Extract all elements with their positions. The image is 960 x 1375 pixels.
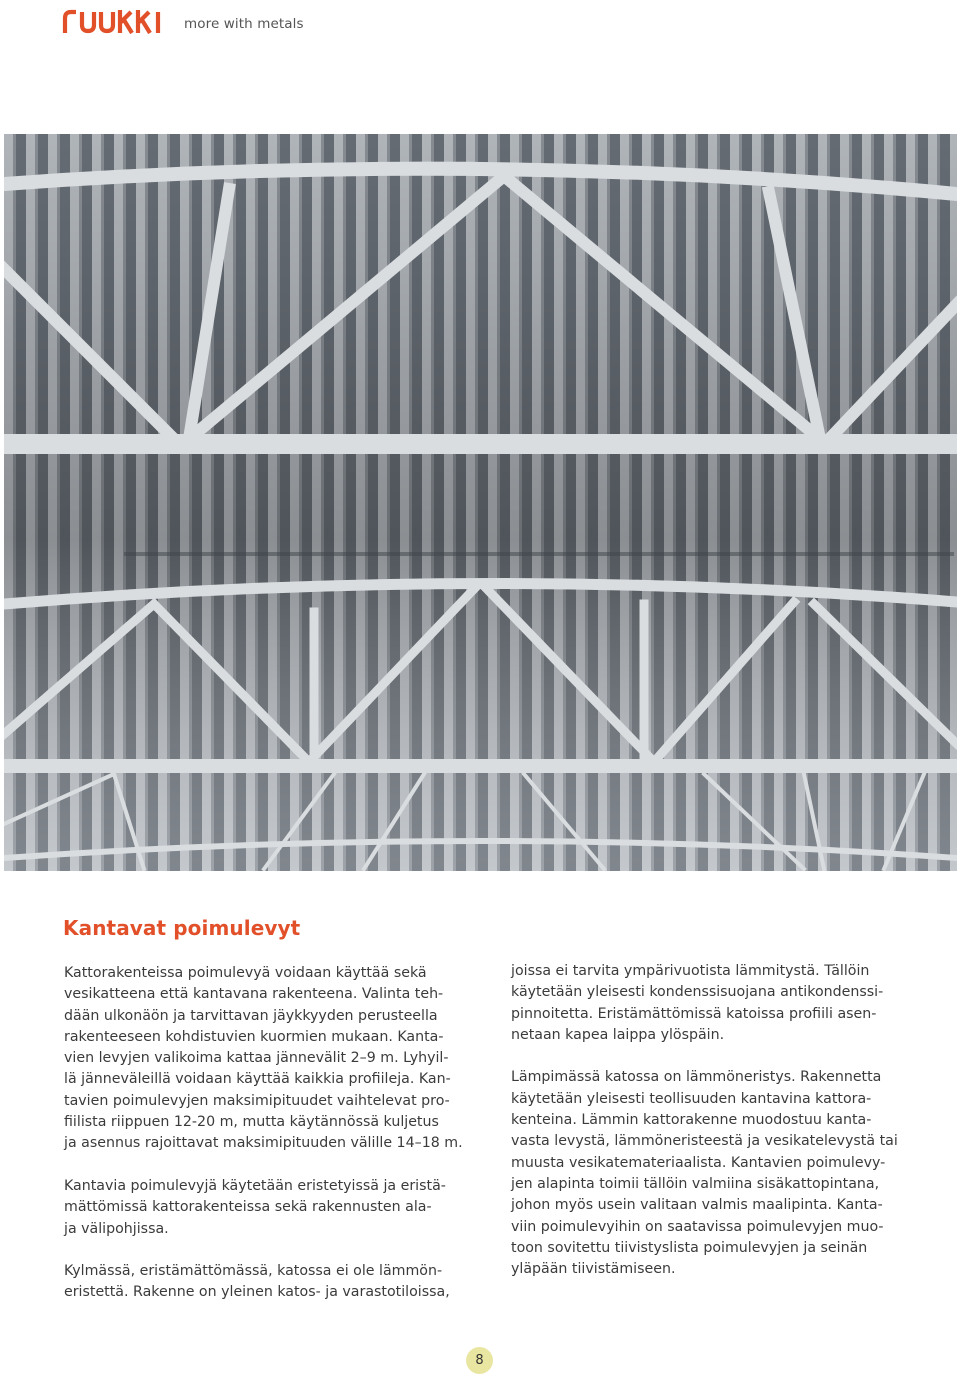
text-line: ja välipohjissa. (64, 1220, 169, 1237)
text-line: vien levyjen valikoima kattaa jännevälit 2–9 m. Lyhyil- (64, 1050, 449, 1067)
text-line: käytetään yleisesti kondenssisuojana antikondenssi- (511, 984, 884, 1001)
section-title: Kantavat poimulevyt (63, 916, 301, 940)
right-column (511, 961, 911, 1302)
text-line: rakenteeseen kohdistuvien kuormien mukaan. Kanta- (64, 1028, 444, 1045)
text-line: muusta vesikatemateriaalista. Kantavien poimulevy- (511, 1154, 886, 1171)
text-line: johon myös usein valitaan valmis maalipinta. Kanta- (511, 1197, 883, 1214)
text-line: yläpään tiivistämiseen. (511, 1261, 676, 1278)
roof-truss-illustration (4, 134, 957, 871)
text-line: tavien poimulevyjen maksimipituudet vaihtelevat pro- (64, 1092, 450, 1109)
roof-truss-photo (4, 134, 957, 871)
text-line: viin poimulevyihin on saatavissa poimulevyjen muo- (511, 1218, 884, 1235)
text-line: fiilista riippuen 12-20 m, mutta käytännössä kuljetus (64, 1114, 439, 1131)
text-line: Kattorakenteissa poimulevyä voidaan käyttää sekä (64, 965, 427, 981)
paragraph (511, 961, 911, 1046)
text-line: eristettä. Rakenne on yleinen katos- ja varastotiloissa, (64, 1284, 450, 1301)
text-line: jen alapinta toimii tällöin valmiina sisäkattopintana, (511, 1175, 880, 1192)
text-line: dään ulkonäön ja tarvittavan jäykkyyden perusteella (64, 1007, 438, 1024)
paragraph (64, 1176, 464, 1240)
text-line: pinnoitetta. Eristämättömissä katoissa profiili asen- (511, 1005, 877, 1022)
text-line: käytetään yleisesti teollisuuden kantavina kattora- (511, 1090, 872, 1107)
text-line: ja asennus rajoittavat maksimipituuden välille 14–18 m. (64, 1135, 463, 1152)
text-line: Kylmässä, eristämättömässä, katossa ei ole lämmön- (64, 1263, 443, 1280)
text-line: kenteina. Lämmin kattorakenne muodostuu kanta- (511, 1112, 872, 1129)
text-line: Lämpimässä katossa on lämmöneristys. Rakennetta (511, 1069, 882, 1086)
page-number: 8 (466, 1347, 493, 1374)
paragraph (64, 1261, 464, 1304)
text-line: Kantavia poimulevyjä käytetään eristetyissä ja eristä- (64, 1177, 446, 1194)
text-line: lä jänneväleillä voidaan käyttää kaikkia profiileja. Kan- (64, 1071, 451, 1088)
text-line: vasta levystä, lämmöneristeestä ja vesikatelevystä tai (511, 1133, 898, 1150)
left-column (64, 963, 464, 1325)
text-line: netaan kapea laippa ylöspäin. (511, 1026, 725, 1043)
text-line: toon sovitettu tiivistyslista poimulevyjen ja seinän (511, 1239, 868, 1256)
ruukki-logo (62, 8, 174, 34)
paragraph (64, 963, 464, 1155)
tagline: more with metals (184, 16, 304, 32)
paragraph (511, 1067, 911, 1280)
text-line: mättömissä kattorakenteissa sekä rakennusten ala- (64, 1199, 432, 1216)
text-line: joissa ei tarvita ympärivuotista lämmitystä. Tällöin (511, 963, 870, 979)
header (62, 4, 174, 34)
text-line: vesikatteena että kantavana rakenteena. Valinta teh- (64, 986, 444, 1003)
